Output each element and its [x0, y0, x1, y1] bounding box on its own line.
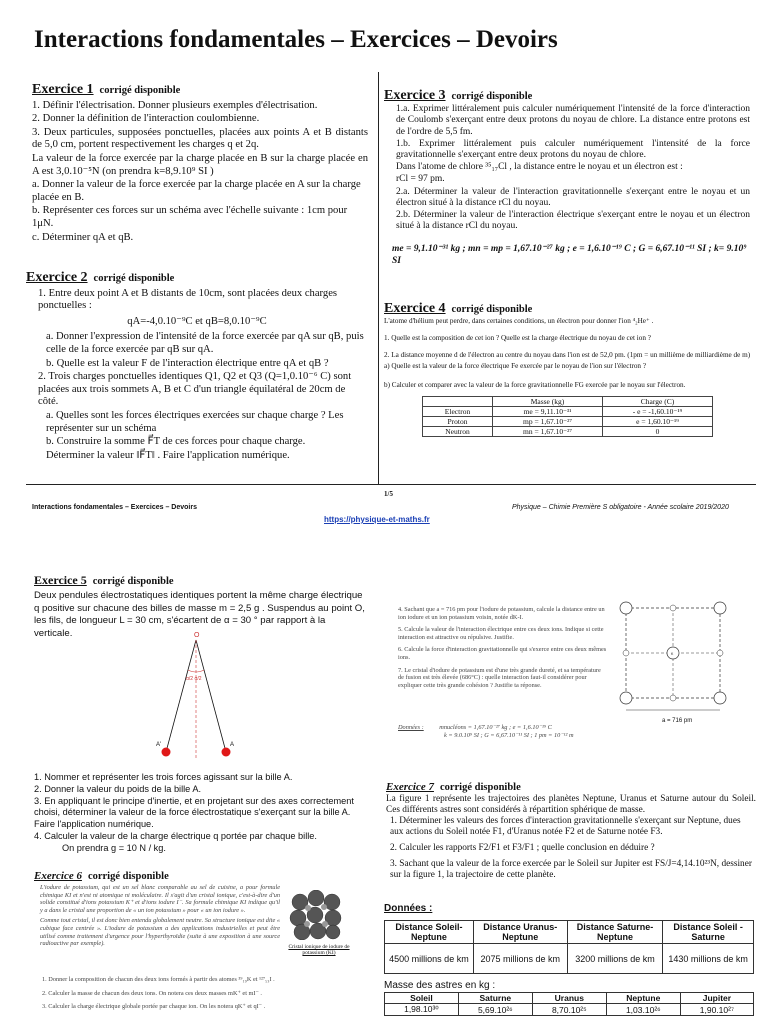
exercise-5-questions [34, 772, 366, 855]
table-header-row [385, 993, 754, 1004]
ex1-line: b. Représenter ces forces sur un schéma avec l'échelle suivante : 1cm pour 1μN. [32, 205, 348, 229]
ex7-intro: La figure 1 représente les trajectoires des planètes Neptune, Uranus et Saturne autour du Soleil. Ces différents astres sont considérés à répartition sphérique de masse. [386, 794, 756, 815]
ex6-text [40, 884, 280, 948]
ball-a-label: A [230, 742, 235, 748]
ex2-line: 2. Trois charges ponctuelles identiques Q1, Q2 et Q3 (Q=1,0.10⁻⁶ C) sont placées aux trois sommets A, B et C d'un triangle équilatéral de 20cm de côté. [38, 371, 352, 408]
ex5-line: 2. Donner la valeur du poids de la bille A. [34, 783, 202, 794]
exercise-5-header [34, 574, 366, 589]
table-header: Uranus [532, 993, 606, 1004]
table-header: Soleil [385, 993, 459, 1004]
page-number: 1/5 [384, 490, 393, 498]
ex3-line: rCl = 97 pm. [396, 174, 445, 185]
pendulum-thread-left [166, 640, 196, 752]
table-cell: 1,90.10²⁷ [680, 1004, 753, 1016]
ex4-qb: b) Calculer et comparer avec la valeur de la force gravitationnelle FG exercée par le noyau sur l'électron. [384, 381, 686, 389]
table-header-row [423, 397, 713, 407]
ki-lattice-figure [612, 596, 736, 728]
exercise-7-label: Exercice 7 [386, 781, 434, 793]
table-cell: 5,69.10²⁶ [458, 1004, 532, 1016]
table-row [385, 1004, 754, 1016]
page-footer-rule [26, 484, 756, 485]
table-cell: 0 [603, 427, 713, 437]
ex6-data-2: k = 9.0.10⁹ SI ; G = 6,67.10⁻¹¹ SI ; 1 pm = 10⁻¹² m [444, 732, 574, 739]
mass-table [384, 992, 754, 1016]
table-cell: mn = 1,67.10⁻²⁷ [493, 427, 603, 437]
ex2-line: a. Quelles sont les forces électriques exercées sur chaque charge ? Les représenter sur un schéma [46, 409, 344, 434]
table-cell: Neutron [423, 427, 493, 437]
exercise-1-header [32, 84, 368, 98]
exercise-6-label: Exercice 6 [34, 870, 82, 882]
table-cell: - e = -1,60.10⁻¹⁹ [603, 407, 713, 417]
corrige-label: corrigé disponible [93, 273, 175, 284]
ex1-line: 2. Donner la définition de l'interaction coulombienne. [32, 113, 260, 125]
ex6-paragraph: Comme tout cristal, il est donc bien entendu globalement neutre. Sa structure ionique est dite « cubique face centrée ». L'iodure de potassium a des applications industrielles et peut être utilisé comme traitement d'urgence pour l'hyperthyroïdie (suite à une exposition à une source radioactive par exemple). [40, 917, 280, 948]
ex2-line: b. Quelle est la valeur F de l'interaction électrique entre qA et qB ? [46, 357, 329, 369]
ex4-q1: 1. Quelle est la composition de cet ion ? Quelle est la charge électrique du noyau de cet ion ? [384, 334, 651, 342]
ex3-line: 2.a. Déterminer la valeur de l'interaction gravitationnelle s'exerçant entre le noyau et un électron situé à la distance rCl du noyau. [396, 186, 750, 208]
table-header: Masse (kg) [493, 397, 603, 407]
exercise-7 [386, 782, 756, 881]
ex6-q4: 4. Sachant que a = 716 pm pour l'iodure de potassium, calcule la distance entre un ion iodure et un ion potassium voisin, notée dK-I. [398, 606, 605, 621]
footer-right: Physique – Chimie Première S obligatoire - Année scolaire 2019/2020 [512, 504, 729, 511]
page-title: Interactions fondamentales – Exercices – Devoirs [34, 26, 558, 53]
ball-a [222, 748, 231, 757]
table-header: Jupiter [680, 993, 753, 1004]
ex2-charges: qA=-4,0.10⁻⁹C et qB=8,0.10⁻⁹C [127, 315, 267, 327]
table-row [423, 417, 713, 427]
distance-table [384, 920, 754, 974]
lattice-k-label: K [671, 652, 674, 656]
ex2-line: 1. Entre deux point A et B distants de 10cm, sont placées deux charges ponctuelles : [38, 287, 338, 312]
exercise-5-label: Exercice 5 [34, 573, 87, 587]
exercise-4-label: Exercice 4 [384, 301, 446, 316]
table-cell: 1,03.10²⁶ [606, 1004, 680, 1016]
ex3-line: 1.a. Exprimer littéralement puis calculer numériquement l'intensité de la force d'interaction de Coulomb s'exerçant entre deux protons du noyau de chlore. La distance entre protons est de l'ordre de 5,5 fm. [396, 104, 750, 137]
ex2-line: a. Donner l'expression de l'intensité de la force exercée par qA sur qB, puis celle de la force exercée par qB sur qA. [46, 331, 364, 355]
table-header: Distance Uranus-Neptune [473, 921, 567, 944]
ex5-line: 4. Calculer la valeur de la charge électrique q portée par chaque bille. [34, 830, 317, 841]
ball-a-prime [162, 748, 171, 757]
table-cell: 2075 millions de km [473, 944, 567, 974]
ex6-q2: 2. Calculer la masse de chacun des deux ions. On notera ces deux masses mK⁺ et mI⁻ . [42, 989, 262, 997]
ki-crystal-caption: Cristal ionique de iodure de potassium (KI) [288, 944, 350, 957]
ex7-q1: 1. Déterminer les valeurs des forces d'interaction gravitationnelle s'exerçant sur Neptune, dues aux actions du Soleil notée F1, d'Uranus notée F2 et de Saturne notée F3. [390, 816, 741, 837]
exercise-4-header [384, 301, 756, 316]
ex3-data: me = 9,1.10⁻³¹ kg ; mn = mp = 1,67.10⁻²⁷ kg ; e = 1,6.10⁻¹⁹ C ; G = 6,67.10⁻¹¹ SI ; k= 9.10⁹ SI [392, 244, 747, 266]
table-row [423, 407, 713, 417]
exercise-1-label: Exercice 1 [32, 82, 94, 97]
ex7-donnees-label: Données : [384, 903, 433, 914]
ex5-line: 1. Nommer et représenter les trois forces agissant sur la bille A. [34, 772, 293, 782]
corrige-label: corrigé disponible [99, 85, 181, 96]
ex6-data-1: mnucléons = 1,67.10⁻²⁷ kg ; e = 1,6.10⁻¹⁹ C [439, 724, 552, 731]
column-divider [378, 72, 379, 484]
ex4-q2: 2. La distance moyenne d de l'électron au centre du noyau dans l'ion est de 52,0 pm. (1pm = un millième de milliardième de m) [384, 351, 751, 359]
ex6-q6: 6. Calcule la force d'interaction gravitationnelle qui s'exerce entre ces deux mêmes ions. [398, 646, 607, 661]
table-header: Neptune [606, 993, 680, 1004]
table-header: Distance Soleil-Neptune [385, 921, 474, 944]
lattice-a-label: a = 716 pm [662, 718, 693, 724]
table-header [423, 397, 493, 407]
website-link[interactable]: https://physique-et-maths.fr [324, 515, 430, 524]
point-o-label: O [194, 632, 200, 639]
ex3-line: 2.b. Déterminer la valeur de l'interaction électrique s'exerçant entre le noyau et un électron situé à la distance rCl du noyau. [396, 210, 750, 232]
exercise-2-label: Exercice 2 [26, 270, 88, 285]
ex3-line: 1.b. Exprimer littéralement puis calculer numériquement l'intensité de la force gravitationnelle s'exerçant entre deux protons du noyau de chlore. [396, 138, 750, 161]
table-row [385, 944, 754, 974]
exercise-2 [26, 272, 368, 463]
ex5-intro: Deux pendules électrostatiques identiques portent la même charge électrique q positive sur chacune des billes de masse m = 2,5 g . Suspendus au point O, les fils, de longueur L = 30 cm, s'écartent de α = 30 ° par rapport à la verticale. [34, 589, 365, 640]
ex6-q1: 1. Donner la composition de chacun des deux ions formés à partir des atomes ³⁹₁₉K et ¹²⁷₅₃I . [42, 976, 275, 983]
ex2-line: b. Construire la somme F⃗T de ces forces pour chaque charge. [46, 436, 306, 448]
ex1-line: La valeur de la force exercée par la charge placée en B sur la charge placée en A est 3,0.10⁻⁵N (on prendra k=8,9.10⁹ SI ) [32, 152, 368, 177]
exercise-1 [32, 84, 368, 245]
exercise-2-header [26, 272, 368, 286]
ex3-line: Dans l'atome de chlore ³⁵₁₇Cl , la distance entre le noyau et un électron est : [396, 162, 683, 173]
table-cell: me = 9,11.10⁻³¹ [493, 407, 603, 417]
ex6-donnees-label: Données : [398, 724, 424, 731]
exercise-7-header [386, 782, 756, 793]
table-cell: 4500 millions de km [385, 944, 474, 974]
table-cell: 3200 millions de km [567, 944, 663, 974]
table-header: Charge (C) [603, 397, 713, 407]
ex7-q2: 2. Calculer les rapports F2/F1 et F3/F1 ; quelle conclusion en déduire ? [390, 843, 655, 853]
pendulum-thread-right [196, 640, 226, 752]
table-header: Distance Saturne-Neptune [567, 921, 663, 944]
ex1-line: 1. Définir l'électrisation. Donner plusieurs exemples d'électrisation. [32, 99, 318, 111]
ex7-q3: 3. Sachant que la valeur de la force exercée par le Soleil sur Jupiter est FS/J=4,14.10²³N, dessiner sur la figure 1, la trajectoire de cette planète. [390, 859, 752, 880]
exercise-6 [34, 870, 370, 882]
mass-title: Masse des astres en kg : [384, 980, 496, 991]
exercise-3-header [384, 90, 750, 102]
ex4-qa: a) Quelle est la valeur de la force électrique Fe exercée par le noyau de l'ion sur l'électron ? [384, 362, 647, 370]
ex4-table [422, 396, 713, 437]
ex6-q3: 3. Calculer la charge électrique globale portée par chaque ion. On les notera qK⁺ et qI⁻ . [42, 1003, 266, 1011]
ki-crystal-image [288, 890, 344, 940]
corrige-label: corrigé disponible [451, 91, 533, 102]
table-cell: 1430 millions de km [663, 944, 754, 974]
exercise-3 [384, 90, 750, 268]
ex4-intro: L'atome d'hélium peut perdre, dans certaines conditions, un électron pour donner l'ion ⁴₂He⁺ . [384, 317, 654, 325]
ex1-line: a. Donner la valeur de la force exercée par la charge placée en A sur la charge placée en B. [32, 179, 361, 203]
table-cell: 1,98.10³⁰ [385, 1004, 459, 1016]
table-cell: e = 1,60.10⁻¹⁹ [603, 417, 713, 427]
table-cell: 8,70.10²⁵ [532, 1004, 606, 1016]
exercise-4 [384, 301, 756, 437]
ex1-line: c. Déterminer qA et qB. [32, 231, 134, 243]
table-header: Distance Soleil - Saturne [663, 921, 754, 944]
footer-left: Interactions fondamentales – Exercices – Devoirs [32, 504, 197, 511]
ex6-q7: 7. Le cristal d'iodure de potassium est d'une très grande dureté, et sa température de fusion est très élevée (686°C) : quelle interaction faut-il considérer pour expliquer cette très grande cohésion ? Justifie ta réponse. [398, 666, 601, 689]
exercise-3-label: Exercice 3 [384, 88, 446, 103]
corrige-label: corrigé disponible [451, 304, 533, 315]
ex5-line: On prendra g = 10 N / kg. [62, 842, 166, 853]
table-cell: mp = 1,67.10⁻²⁷ [493, 417, 603, 427]
ex5-line: 3. En appliquant le principe d'inertie, et en projetant sur des axes correctement choisi, déterminer la valeur de la force électrostatique s'exerçant sur la bille A. Faire l'application numérique. [34, 795, 354, 830]
table-row [423, 427, 713, 437]
alpha-label: α/2 α/2 [186, 676, 202, 682]
ball-a-prime-label: A' [156, 742, 162, 748]
corrige-label: corrigé disponible [92, 576, 174, 587]
pendulum-figure [150, 630, 260, 764]
ex6-questions [42, 976, 362, 1011]
table-cell: Proton [423, 417, 493, 427]
ex6-paragraph: L'iodure de potassium, qui est un sel blanc comparable au sel de cuisine, a pour formule chimique KI et n'est ni atomique ni moléculaire. Il s'agit d'un cristal ionique, c'est-à-dire d'un solide constitué d'ions potassium K⁺ et d'ions iodure I⁻. Sa formule chimique KI indique qu'il y a dans le cristal une proportion de « un ion potassium » pour « un ion iodure ». [40, 884, 280, 914]
ex6-q5: 5. Calcule la valeur de l'interaction électrique entre ces deux ions. Indique si cette interaction est attractive ou répulsive. Justifie. [398, 626, 604, 641]
ex1-line: 3. Deux particules, supposées ponctuelles, placées aux points A et B distants de 5,0 cm, portent respectivement les charges q et 2q. [32, 126, 368, 151]
corrige-label: corrigé disponible [87, 871, 169, 882]
corrige-label: corrigé disponible [439, 782, 521, 793]
ex6-continued [398, 606, 608, 689]
table-cell: Electron [423, 407, 493, 417]
exercise-6-header [34, 870, 370, 882]
table-header-row [385, 921, 754, 944]
ex2-line: Déterminer la valeur ‖F⃗T‖ . Faire l'application numérique. [46, 449, 290, 461]
table-header: Saturne [458, 993, 532, 1004]
